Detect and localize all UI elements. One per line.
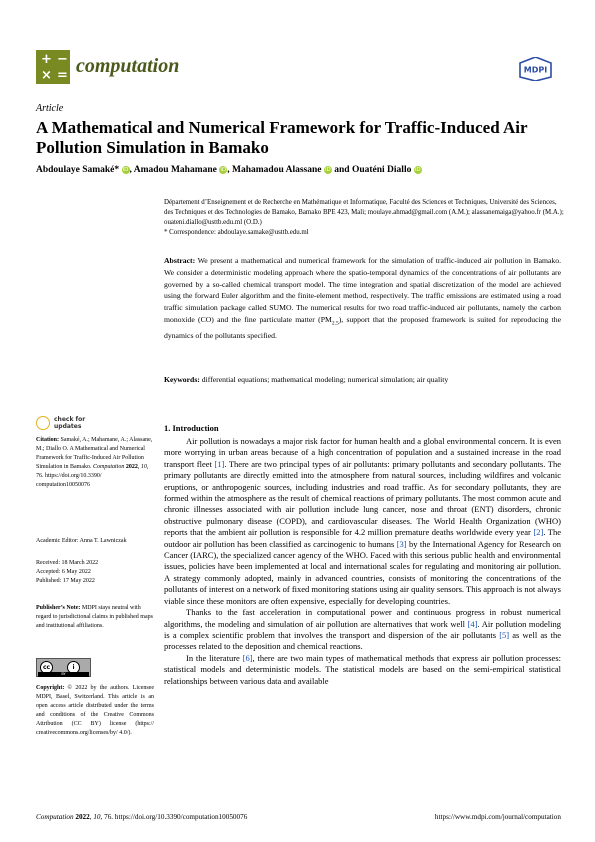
paragraph-text: . The outdoor air pollution has been classified as carcinogenic to humans [164, 527, 562, 549]
plus-glyph: + [41, 52, 52, 67]
author-name[interactable]: Abdoulaye Samaké [36, 165, 115, 175]
journal-name: computation [76, 55, 180, 77]
mdpi-logo[interactable] [517, 57, 554, 81]
times-glyph: × [41, 68, 52, 83]
orcid-icon[interactable]: iD [122, 167, 129, 173]
reference-link[interactable]: [2] [533, 527, 544, 538]
paragraph-text: . There are two principal types of air pollutants: primary pollutants and secondary pollutants. The primary pollutants are directly emitted into the atmosphere from natural sources, including wildfires and volcanic eruptions, or anthropogenic sources, including industries and road traffic. As for secondary pollutants, they are formed within the atmosphere as the result of chemical reactions of primary pollutants. The most common acute and chronic illnesses associated with air pollution include lung cancer, nose and throat (ENT) disorders, chronic obstructive pulmonary disease (COPD), and cardiovascular diseases. The World Health Organization (WHO) reports that the ambient air pollution is responsible for 4.2 million premature deaths worldwide every year [164, 458, 561, 538]
introduction-text [164, 436, 561, 687]
paragraph-text: by the International Agency for Research on Cancer (IARC), the specialized cancer agency of the WHO. Faced with this serious public health and environmental issues, policies have been implemented at local and international scales for regulating and monitoring air pollution. A strategy commonly adopted, mainly in advanced countries, consists of monitoring the concentrations of the pollutants of interest on a network of fixed monitoring stations using air quality sensors. This approach is not always viable since these monitors are often expensive, especially for developing countries. [164, 538, 561, 606]
cc-by-license-badge[interactable]: cc i BY [36, 658, 91, 677]
reference-link[interactable]: [3] [396, 538, 407, 549]
journal-logo [36, 50, 70, 84]
dates-block: Received: 18 March 2022 Accepted: 6 May 2022 Published: 17 May 2022 [36, 560, 99, 584]
footer-doi-link[interactable]: 76. https://doi.org/10.3390/computation10050076 [102, 813, 248, 821]
reference-link[interactable]: [5] [499, 629, 510, 640]
orcid-icon[interactable]: iD [324, 167, 331, 173]
paragraph-text: , there are two main types of mathematical methods that express air pollution processes: statistical models and deterministic models. The statistical models are based on the semi-empirical statistical relationships between various data and available [164, 652, 561, 686]
citation-doi-link[interactable]: 76. https://doi.org/10.3390/ computation10050076 [36, 473, 102, 488]
paragraph-text: Air pollution is nowadays a major risk factor for human health and a global environmental concern. It is even more worrying in urban areas because of a high concentration of population and a sustained increase in the road transport fleet [164, 436, 561, 469]
paragraph-text: Thanks to the fast acceleration in computational power and continuous progress in robust numerical algorithms, the modeling and simulation of air pollution are alternatives that work well [164, 607, 561, 629]
reference-link[interactable]: [1] [214, 458, 225, 469]
keywords-label: Keywords: [164, 375, 200, 384]
check-icon [36, 416, 50, 430]
abstract: Abstract: We present a mathematical and numerical framework for the simulation of traffic-induced air pollution in Bamako. We consider a deterministic modeling approach where the spatio-temporal dynamics of the concentrations of air pollutants are governed by a so-called chemical transport model. The time integration and spatial discretization of the model are achieved using the forward Euler algorithm and the finite-element method, respectively. The traffic emissions are estimated using a road traffic simulation package called SUMO. The numerical results for two road traffic-induced air pollutants, namely the carbon monoxide (CO) and the fine particulate matter $(PM_{2.5})$, support that the proposed framework is suited for reproducing the dynamics of the pollutants specified. [164, 256, 562, 341]
academic-editor: Academic Editor: Anna T. Lawniczak [36, 538, 127, 544]
affiliation-block [164, 198, 564, 238]
publisher-logo-text: MDPI [523, 65, 548, 75]
author-name[interactable]: Mahamadou Alassane [232, 165, 322, 175]
reference-link[interactable]: [4] [467, 618, 478, 629]
paragraph-text: as well as the processes related to the deposition and chemical reactions. [164, 629, 561, 652]
correspondence: * Correspondence: abdoulaye.samake@usttb.edu.ml [164, 229, 309, 236]
copyright-block: Copyright: © 2022 by the authors. Licensee MDPI, Basel, Switzerland. This article is an open access article distributed under the terms and conditions of the Creative Commons Attribution (CC BY) license (https:// creativecommons.org/licenses/by/ 4.0/). [36, 685, 154, 736]
paragraph [164, 653, 561, 687]
author-name[interactable]: Amadou Mahamane [133, 165, 217, 175]
paragraph-text: . Air pollution modeling is a complex scientific problem that involves the transport and dispersion of the air pollutants [164, 618, 561, 640]
attribution-icon: i [67, 661, 80, 674]
citation-block: Citation: Samaké, A.; Mahamane, A.; Alassane, M.; Diallo O. A Mathematical and Numerical Framework for Traffic-Induced Air Pollution Simulation in Bamako. Computation 2022, 10, 76. https://doi.org/10.3390/ computation10050076 [36, 437, 153, 488]
affiliation-text: Département d’Enseignement et de Recherche en Mathématique et Informatique, Faculté des Sciences et Techniques, Université des Sciences, des Techniques et des Technologies de Bamako, Bamako BPE 423, Mali; moulaye.ahmad@gmail.com (A.M.); alassanemaiga@yahoo.fr (M.A.); ouateni.diallo@usttb.edu.ml (O.D.) [164, 199, 564, 226]
paragraph [164, 436, 561, 607]
author-list: Abdoulaye Samaké* iD, Amadou Mahamane iD, Mahamadou Alassane iD and Ouaténi Diallo iD [36, 165, 421, 175]
equals-glyph: = [57, 68, 68, 83]
article-title: A Mathematical and Numerical Framework for Traffic-Induced Air Pollution Simulation in Bamako [36, 118, 528, 157]
keywords: Keywords: differential equations; mathematical modeling; numerical simulation; air quality [164, 375, 449, 384]
footer-journal-url[interactable]: https://www.mdpi.com/journal/computation [434, 813, 561, 821]
reference-link[interactable]: [6] [242, 652, 253, 663]
paragraph-text: In the literature [186, 652, 243, 663]
author-name[interactable]: Ouaténi Diallo [351, 165, 412, 175]
article-type: Article [36, 103, 64, 114]
publisher-note: Publisher’s Note: MDPI stays neutral with regard to jurisdictional claims in published maps and institutional affiliations. [36, 605, 153, 629]
cc-icon: cc [40, 661, 53, 674]
page-footer: Computation 2022, 10, 76. https://doi.org/10.3390/computation10050076 https://www.mdpi.com/journal/computation [36, 813, 561, 821]
minus-glyph: − [57, 52, 68, 67]
section-heading: 1. Introduction [164, 423, 219, 433]
orcid-icon[interactable]: iD [414, 167, 421, 173]
abstract-label: Abstract: [164, 256, 196, 265]
paragraph [164, 607, 561, 653]
orcid-icon[interactable]: iD [220, 167, 227, 173]
